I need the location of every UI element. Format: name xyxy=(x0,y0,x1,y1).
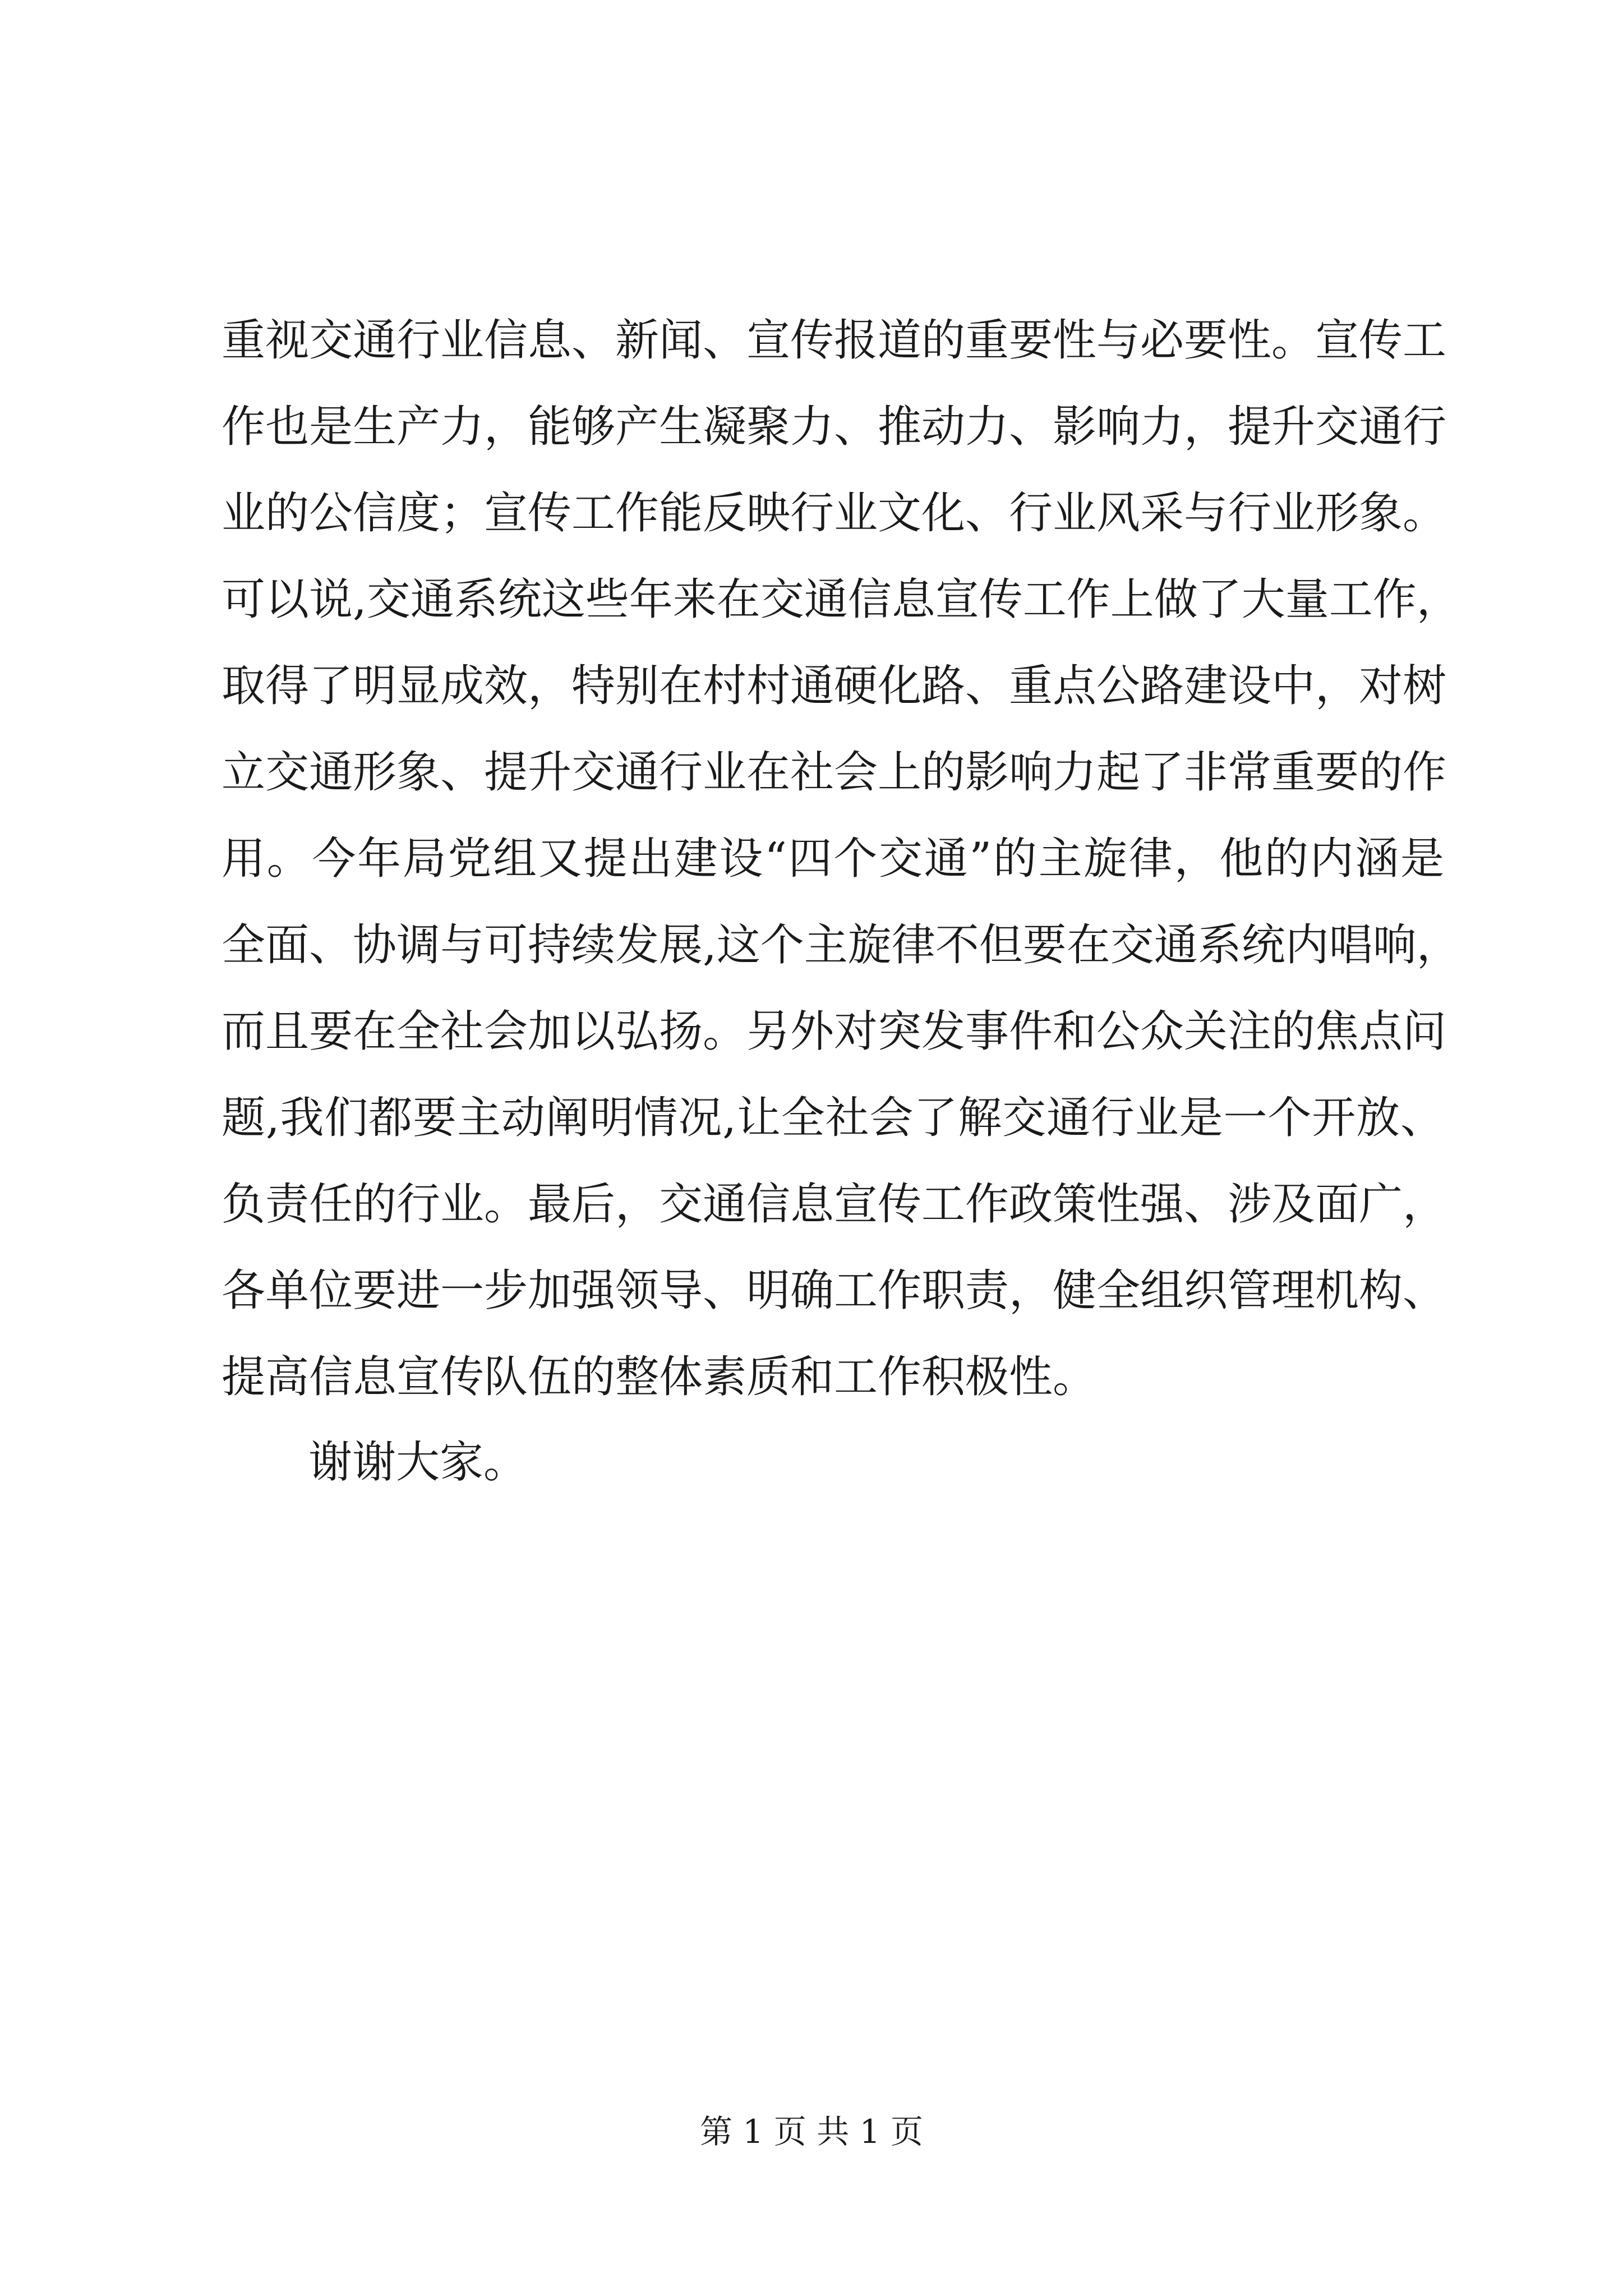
text-line: 题,我们都要主动阐明情况,让全社会了解交通行业是一个开放、 xyxy=(222,1093,1444,1143)
text-line: 全面、协调与可持续发展,这个主旋律不但要在交通系统内唱响， xyxy=(222,920,1460,970)
body-paragraph xyxy=(222,297,1460,1420)
text-line: 用。今年局党组又提出建设“四个交通”的主旋律，他的内涵是 xyxy=(222,834,1444,884)
text-line: 可以说,交通系统这些年来在交通信息宣传工作上做了大量工作， xyxy=(222,574,1460,625)
text-line: 业的公信度；宣传工作能反映行业文化、行业风采与行业形象。 xyxy=(222,488,1447,539)
text-line: 重视交通行业信息、新闻、宣传报道的重要性与必要性。宣传工 xyxy=(222,315,1447,366)
text-line: 作也是生产力，能够产生凝聚力、推动力、影响力，提升交通行 xyxy=(222,402,1447,452)
page-number-footer: 第 1 页 共 1 页 xyxy=(700,2113,923,2151)
text-line: 取得了明显成效，特别在村村通硬化路、重点公路建设中，对树 xyxy=(222,661,1447,711)
text-line-last: 提高信息宣传队伍的整体素质和工作积极性。 xyxy=(222,1352,1097,1402)
closing-remark: 谢谢大家。 xyxy=(308,1437,528,1488)
text-line: 立交通形象、提升交通行业在社会上的影响力起了非常重要的作 xyxy=(222,747,1447,798)
text-line: 各单位要进一步加强领导、明确工作职责，健全组织管理机构、 xyxy=(222,1266,1447,1316)
text-line: 负责任的行业。最后，交通信息宣传工作政策性强、涉及面广， xyxy=(222,1179,1447,1230)
text-line: 而且要在全社会加以弘扬。另外对突发事件和公众关注的焦点问 xyxy=(222,1006,1447,1057)
